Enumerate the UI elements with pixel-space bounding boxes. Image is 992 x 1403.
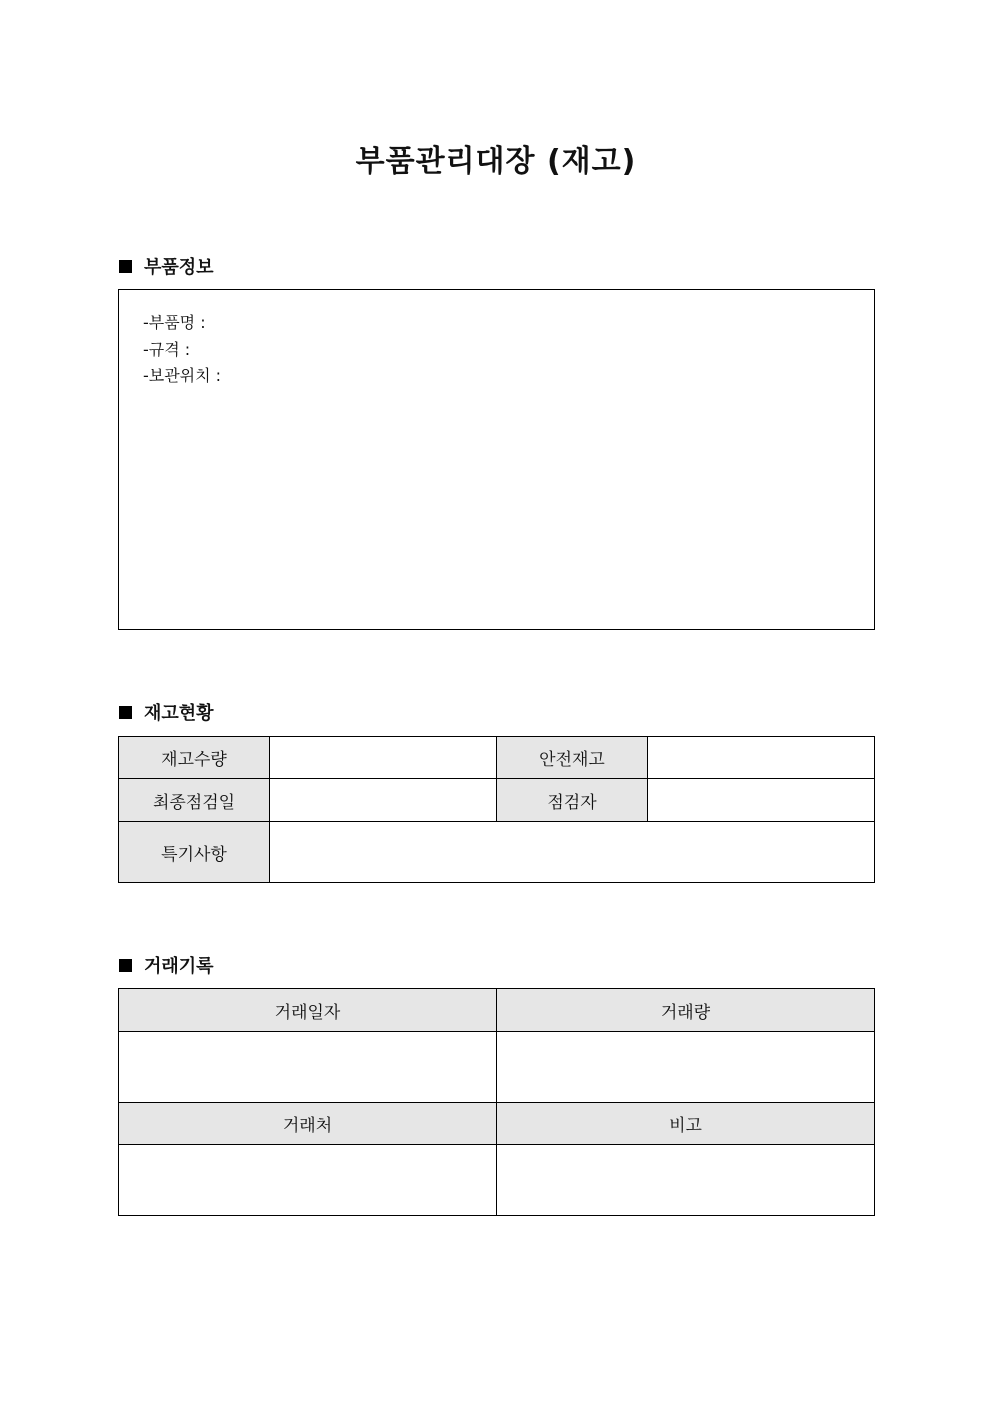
stock-qty-label: 재고수량 <box>119 737 270 779</box>
transaction-note-label: 비고 <box>497 1103 875 1145</box>
part-info-box[interactable] <box>118 289 875 630</box>
page-title: 부품관리대장 (재고) <box>355 144 637 179</box>
section-heading-transactions <box>119 952 214 978</box>
square-bullet-icon <box>119 260 132 273</box>
square-bullet-icon <box>119 706 132 719</box>
table-row <box>119 822 875 883</box>
inspector-label: 점검자 <box>497 779 648 822</box>
transaction-date-label: 거래일자 <box>119 989 497 1032</box>
transactions-table <box>118 988 875 1216</box>
table-row <box>119 1032 875 1103</box>
transaction-partner-value[interactable] <box>119 1145 497 1216</box>
remarks-label: 특기사항 <box>119 822 270 883</box>
transaction-note-value[interactable] <box>497 1145 875 1216</box>
table-row <box>119 989 875 1032</box>
last-check-date-label: 최종점검일 <box>119 779 270 822</box>
table-row <box>119 737 875 779</box>
transaction-partner-label: 거래처 <box>119 1103 497 1145</box>
section-heading-label: 거래기록 <box>144 956 214 977</box>
table-row <box>119 1145 875 1216</box>
section-heading-part-info <box>119 253 214 279</box>
table-row <box>119 779 875 822</box>
safety-stock-value[interactable] <box>648 737 875 779</box>
square-bullet-icon <box>119 959 132 972</box>
inventory-table <box>118 736 875 883</box>
section-heading-inventory <box>119 699 214 725</box>
stock-qty-value[interactable] <box>270 737 497 779</box>
section-heading-label: 재고현황 <box>144 703 214 724</box>
inspector-value[interactable] <box>648 779 875 822</box>
transaction-date-value[interactable] <box>119 1032 497 1103</box>
part-name-line: -부품명 : <box>143 313 206 332</box>
last-check-date-value[interactable] <box>270 779 497 822</box>
section-heading-label: 부품정보 <box>144 257 214 278</box>
storage-location-line: -보관위치 : <box>143 366 222 385</box>
spec-line: -규격 : <box>143 339 191 359</box>
safety-stock-label: 안전재고 <box>497 737 648 779</box>
part-info-lines <box>143 310 221 390</box>
transaction-quantity-label: 거래량 <box>497 989 875 1032</box>
remarks-value[interactable] <box>270 822 875 883</box>
table-row <box>119 1103 875 1145</box>
transaction-quantity-value[interactable] <box>497 1032 875 1103</box>
